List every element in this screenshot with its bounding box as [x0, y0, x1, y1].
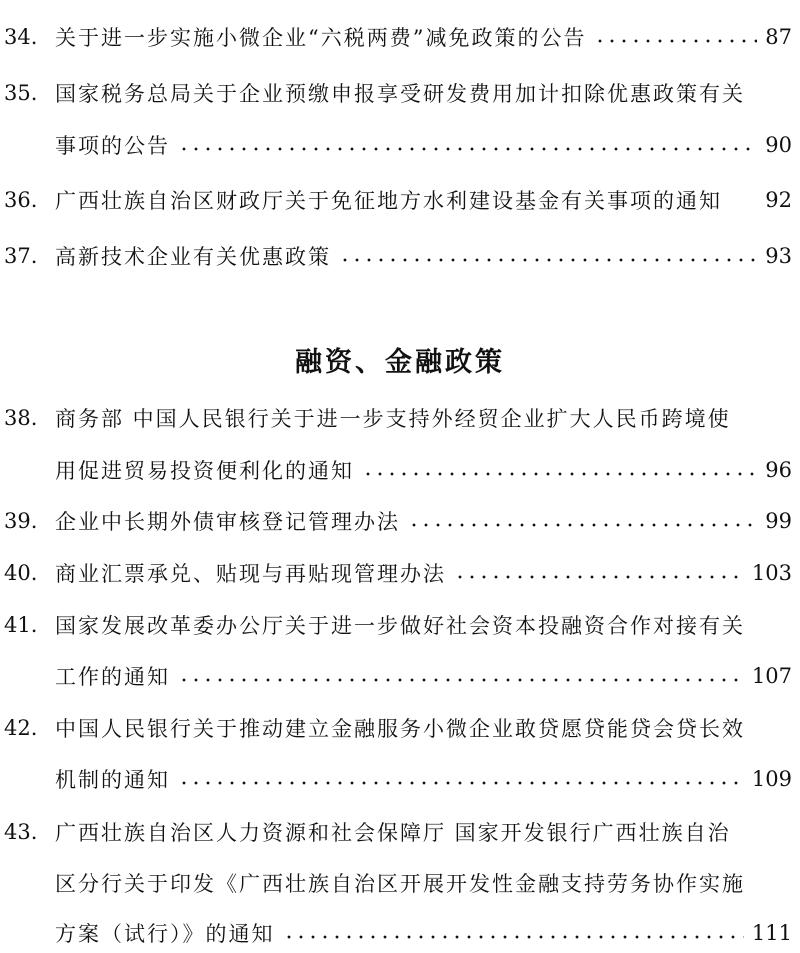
toc-entry-page: 90 [765, 133, 792, 157]
toc-entry[interactable] [0, 708, 800, 748]
dot-leader [178, 677, 744, 683]
toc-entry-number: 36. [4, 188, 38, 212]
toc-entry[interactable] [0, 236, 800, 276]
toc-entry-number: 39. [4, 509, 38, 533]
toc-entry-page: 92 [765, 188, 792, 212]
toc-entry-page: 99 [765, 509, 792, 533]
toc-entry-number: 37. [4, 244, 38, 268]
toc-entry-number: 34. [4, 25, 38, 49]
toc-entry-number: 40. [4, 561, 38, 585]
toc-entry-number: 43. [4, 820, 38, 844]
toc-entry[interactable] [0, 553, 800, 593]
toc-entry-number: 42. [4, 716, 38, 740]
toc-entry-page: 87 [765, 25, 792, 49]
toc-entry-continuation[interactable] [0, 863, 800, 903]
toc-entry-page: 96 [765, 458, 792, 482]
dot-leader [339, 257, 757, 263]
toc-entry-title: 国家税务总局关于企业预缴申报享受研发费用加计扣除优惠政策有关 [55, 82, 745, 106]
toc-entry-continuation[interactable] [0, 913, 800, 953]
toc-entry-title: 商业汇票承兑、贴现与再贴现管理办法 [55, 562, 446, 586]
dot-leader [594, 38, 757, 44]
toc-entry-title: 企业中长期外债审核登记管理办法 [55, 510, 400, 534]
toc-entry-title: 国家发展改革委办公厅关于进一步做好社会资本投融资合作对接有关 [55, 614, 745, 638]
dot-leader [178, 780, 744, 786]
toc-entry-title: 工作的通知 [55, 665, 170, 689]
toc-entry-title: 区分行关于印发《广西壮族自治区开展开发性金融支持劳务协作实施 [55, 872, 745, 896]
toc-entry-continuation[interactable] [0, 759, 800, 799]
toc-entry[interactable] [0, 180, 800, 220]
dot-leader [178, 146, 757, 152]
toc-entry-page: 93 [765, 244, 792, 268]
toc-entry-title: 广西壮族自治区财政厅关于免征地方水利建设基金有关事项的通知 [55, 189, 722, 213]
toc-entry-title: 广西壮族自治区人力资源和社会保障厅 国家开发银行广西壮族自治 [55, 821, 731, 845]
toc-entry[interactable] [0, 812, 800, 852]
toc-entry-continuation[interactable] [0, 450, 800, 490]
toc-entry[interactable] [0, 73, 800, 113]
toc-entry-title: 中国人民银行关于推动建立金融服务小微企业敢贷愿贷能贷会贷长效 [55, 717, 745, 741]
toc-entry-title: 关于进一步实施小微企业“六税两费”减免政策的公告 [55, 26, 587, 50]
toc-entry-title: 高新技术企业有关优惠政策 [55, 245, 331, 269]
toc-entry-page: 107 [751, 664, 792, 688]
toc-entry-number: 38. [4, 406, 38, 430]
toc-entry[interactable] [0, 17, 800, 57]
toc-entry-title: 用促进贸易投资便利化的通知 [55, 459, 354, 483]
toc-entry-title: 机制的通知 [55, 768, 170, 792]
toc-entry-page: 103 [751, 561, 792, 585]
toc-entry[interactable] [0, 605, 800, 645]
section-title: 融资、金融政策 [295, 347, 505, 378]
dot-leader [454, 574, 744, 580]
toc-entry-page: 109 [751, 767, 792, 791]
dot-leader [283, 934, 744, 940]
toc-entry-title: 商务部 中国人民银行关于进一步支持外经贸企业扩大人民币跨境使 [55, 407, 731, 431]
dot-leader [730, 201, 757, 207]
toc-entry-continuation[interactable] [0, 656, 800, 696]
toc-entry-number: 41. [4, 613, 38, 637]
toc-entry-title: 方案（试行）》的通知 [55, 922, 275, 946]
toc-entry-continuation[interactable] [0, 125, 800, 165]
toc-entry[interactable] [0, 398, 800, 438]
dot-leader [362, 471, 757, 477]
toc-entry-number: 35. [4, 81, 38, 105]
dot-leader [408, 522, 757, 528]
toc-entry-page: 111 [751, 921, 792, 945]
toc-entry-title: 事项的公告 [55, 134, 170, 158]
toc-entry[interactable] [0, 501, 800, 541]
